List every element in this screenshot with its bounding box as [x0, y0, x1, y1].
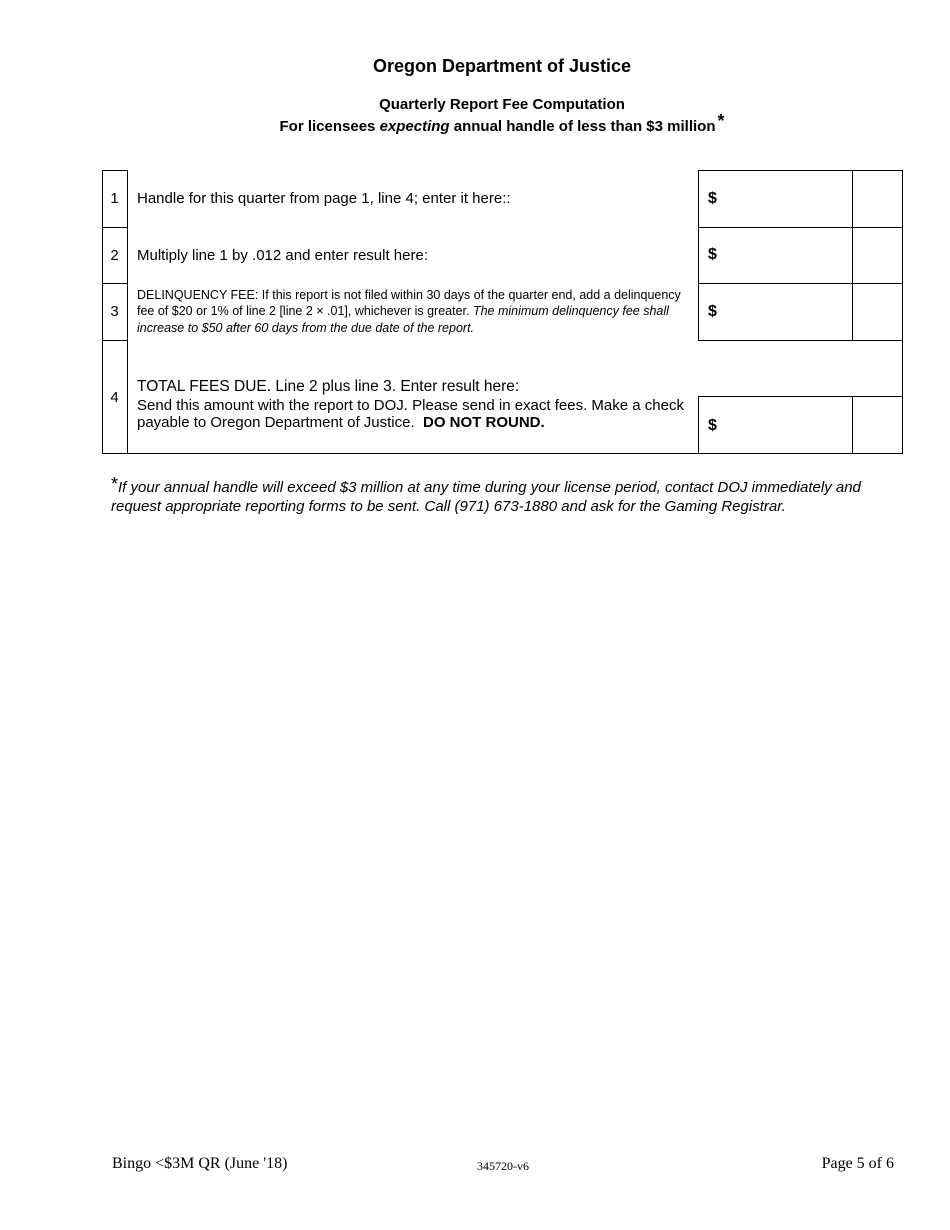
total-amount-field[interactable]: $: [708, 416, 717, 434]
rule: [102, 340, 128, 341]
rule: [102, 170, 128, 171]
fee-cents-field[interactable]: [852, 227, 903, 283]
report-subtitle-condition: [0, 111, 950, 136]
total-instructions: Send this amount with the report to DOJ. Please send in exact fees. Make a check payable to Oregon Department of Justice.: [137, 397, 684, 431]
footnote: [111, 474, 911, 516]
fee-amount-field[interactable]: $: [708, 246, 717, 263]
row-description: Multiply line 1 by .012 and enter result here:: [137, 246, 428, 264]
row-number: 4: [110, 388, 119, 406]
rule: [698, 170, 699, 341]
rule: [698, 340, 903, 341]
row-description: [127, 340, 698, 454]
handle-amount-field[interactable]: $: [708, 189, 717, 207]
report-subtitle: Quarterly Report Fee Computation: [379, 96, 625, 113]
delinquency-text: DELINQUENCY FEE: If this report is not filed within 30 days of the quarter end, add a delinquency fee of $20 or 1% of line 2 [line 2 × .01], whichever is greater.: [137, 287, 681, 319]
delinquency-cents-field[interactable]: [852, 283, 903, 340]
rule: [102, 283, 128, 284]
rule: [102, 453, 903, 454]
subtitle-suffix: annual handle of less than $3 million: [449, 118, 716, 135]
rule: [127, 170, 128, 454]
asterisk-mark: *: [111, 474, 119, 494]
rule: [102, 170, 103, 454]
footnote-text: If your annual handle will exceed $3 million at any time during your license period, contact DOJ immediately and request appropriate reporting forms to be sent. Call (971) 673-1880 and ask for the Gaming Registrar.: [111, 479, 861, 515]
delinquency-amount-field[interactable]: $: [708, 302, 717, 320]
rule: [102, 227, 128, 228]
rule: [852, 396, 853, 454]
total-label: TOTAL FEES DUE. Line 2 plus line 3. Enter result here:: [137, 378, 520, 395]
row-number: 3: [110, 303, 119, 320]
rule: [852, 170, 853, 341]
handle-cents-field[interactable]: [852, 170, 903, 227]
rule: [698, 170, 903, 171]
row-number: 1: [110, 190, 119, 207]
subtitle-emphasis: expecting: [379, 118, 450, 135]
rule: [698, 283, 903, 284]
total-cents-field[interactable]: [852, 397, 903, 454]
do-not-round-note: DO NOT ROUND.: [423, 414, 545, 431]
rule: [698, 227, 903, 228]
rule: [902, 170, 903, 454]
rule: [698, 396, 903, 397]
rule: [698, 396, 699, 454]
row-number: 2: [110, 246, 119, 264]
row-description: [127, 283, 698, 340]
subtitle-prefix: For licensees: [279, 118, 380, 135]
form-name: Bingo <$3M QR (June '18): [112, 1155, 288, 1172]
fee-computation-table: [102, 170, 903, 454]
page-title: Oregon Department of Justice: [372, 56, 632, 76]
page-number: Page 5 of 6: [821, 1155, 894, 1172]
row-description: Handle for this quarter from page 1, line 4; enter it here::: [137, 190, 511, 207]
asterisk-mark: *: [717, 111, 725, 131]
delinquency-note: The minimum delinquency fee shall increase to $50 after 60 days from the due date of the report.: [137, 304, 669, 335]
document-id: 345720-v6: [477, 1159, 529, 1173]
